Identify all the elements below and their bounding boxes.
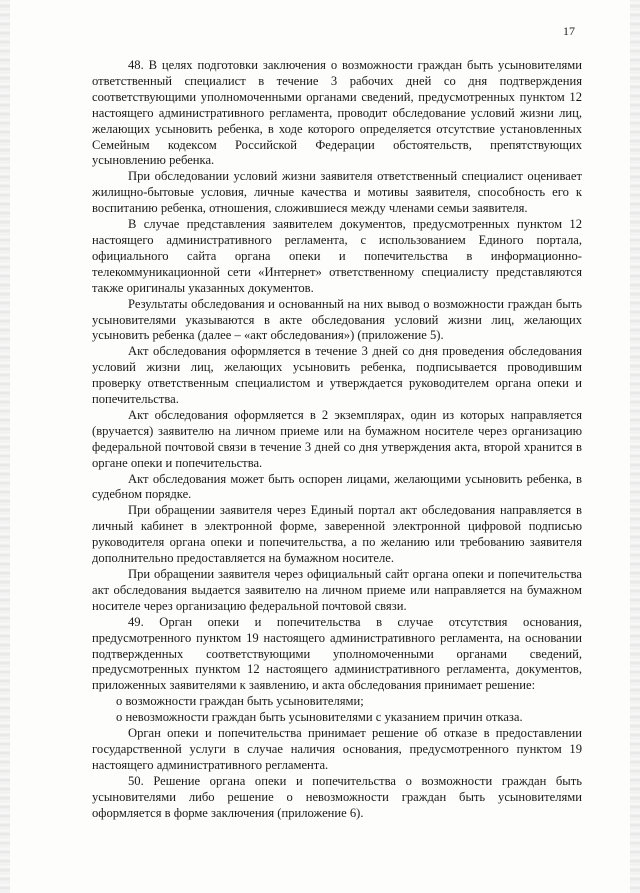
paragraph: Акт обследования оформляется в течение 3 дней со дня проведения обследования условий жизни лиц, желающих усыновить ребенка, подписывается проводившим проверку ответственным специалистом и утверждается руководителем органа опеки и попечительства. <box>92 344 582 407</box>
paragraph: Орган опеки и попечительства принимает решение об отказе в предоставлении государственной услуги в случае наличия основания, предусмотренного пунктом 19 настоящего административного регламента. <box>92 726 582 772</box>
paragraph: Результаты обследования и основанный на них вывод о возможности граждан быть усыновителями указываются в акте обследования условий жизни лиц, желающих усыновить ребенка (далее – «акт обследования») (приложение 5). <box>92 296 582 343</box>
page-number: 17 <box>563 24 575 38</box>
paragraph: При обращении заявителя через официальный сайт органа опеки и попечительства акт обследования выдается заявителю на личном приеме или направляется на бумажном носителе через организацию федеральной почтовой связи. <box>92 567 582 613</box>
paragraph: Акт обследования оформляется в 2 экземплярах, один из которых направляется (вручается) заявителю на личном приеме или на бумажном носителе через организацию федеральной почтовой связи в течение 3 дней со дня утверждения акта, второй хранится в органе опеки и попечительства. <box>92 407 582 470</box>
document-body <box>92 58 582 822</box>
decision-option: о невозможности граждан быть усыновителями с указанием причин отказа. <box>116 710 523 725</box>
paragraph-50: 50. Решение органа опеки и попечительства о возможности граждан быть усыновителями либо решение о невозможности граждан быть усыновителями оформляется в форме заключения (приложение 6). <box>92 773 582 820</box>
decision-option: о возможности граждан быть усыновителями; <box>116 694 364 709</box>
scan-edge-right <box>630 0 640 893</box>
paragraph: При обследовании условий жизни заявителя ответственный специалист оценивает жилищно-бытовые условия, личные качества и мотивы заявителя, способность его к воспитанию ребенка, отношения, сложившиеся между членами семьи заявителя. <box>92 169 582 216</box>
paragraph: При обращении заявителя через Единый портал акт обследования направляется в личный кабинет в электронной форме, заверенной электронной цифровой подписью руководителя органа опеки и попечительства, а по желанию или требованию заявителя дополнительно предоставляется на бумажном носителе. <box>92 503 582 566</box>
paragraph-48: 48. В целях подготовки заключения о возможности граждан быть усыновителями ответственный специалист в течение 3 рабочих дней со дня подтверждения соответствующими уполномоченными органами сведений, предусмотренных пунктом 12 настоящего административного регламента, проводит обследование условий жизни лиц, желающих усыновить ребенка, в ходе которого определяется отсутствие установленных Семейным кодексом Российской Федерации обстоятельств, препятствующих усыновлению ребенка. <box>92 58 582 168</box>
paragraph: Акт обследования может быть оспорен лицами, желающими усыновить ребенка, в судебном порядке. <box>92 471 582 502</box>
paragraph-49: 49. Орган опеки и попечительства в случае отсутствия основания, предусмотренного пунктом 19 настоящего административного регламента, на основании подтвержденных соответствующими уполномоченными органами сведений, предусмотренных пунктом 12 настоящего административного регламента, документов, приложенных заявителями к заявлению, и акта обследования принимает решение: <box>92 614 582 693</box>
paragraph: В случае представления заявителем документов, предусмотренных пунктом 12 настоящего административного регламента, с использованием Единого портала, официального сайта органа опеки и попечительства в информационно-телекоммуникационной сети «Интернет» ответственному специалисту представляются также оригиналы указанных документов. <box>92 217 582 295</box>
scan-edge-left <box>0 0 10 893</box>
